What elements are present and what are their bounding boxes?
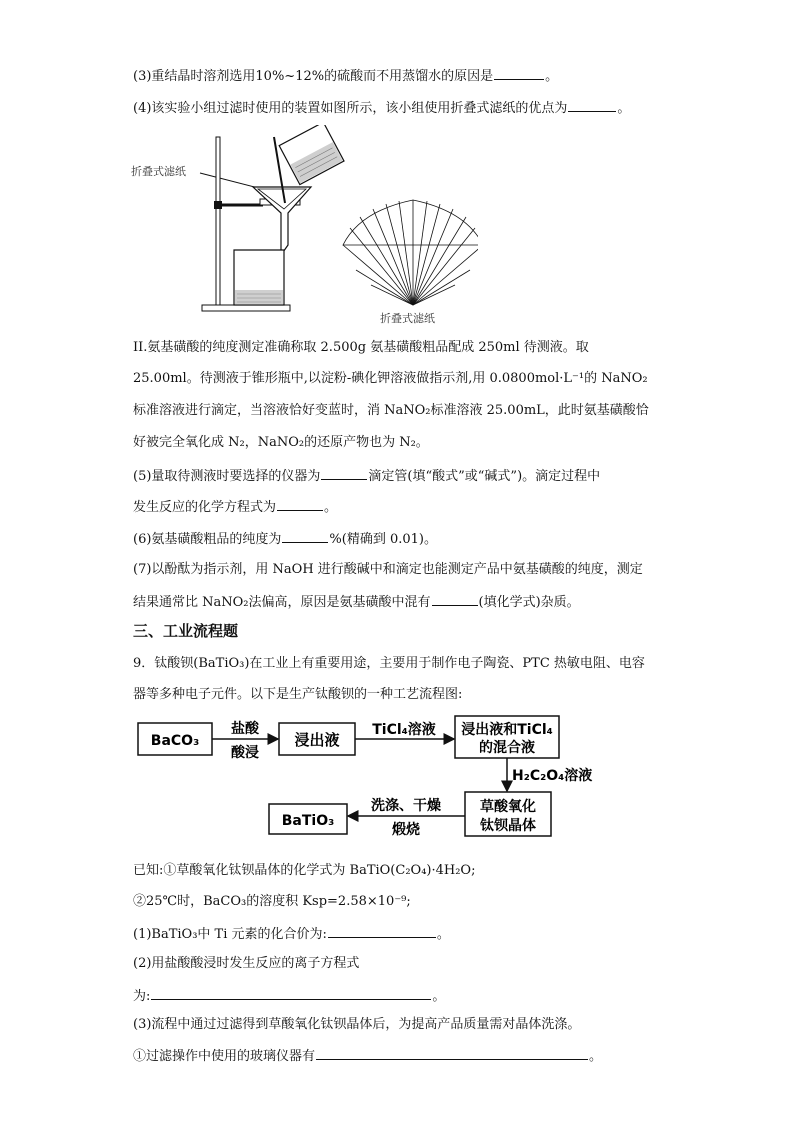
- subquestion-1: (1)BaTiO₃中 Ti 元素的化合价为: 。: [133, 924, 450, 944]
- question-4: (4)该实验小组过滤时使用的装置如图所示，该小组使用折叠式滤纸的优点为 。: [133, 98, 630, 118]
- answer-blank: [494, 66, 544, 80]
- svg-text:TiCl₄溶液: TiCl₄溶液: [372, 722, 436, 738]
- question-9-line-1: 9．钛酸钡(BaTiO₃)在工业上有重要用途，主要用于制作电子陶瓷、PTC 热敏电阻、电容: [133, 656, 645, 671]
- svg-text:H₂C₂O₄溶液: H₂C₂O₄溶液: [512, 768, 593, 784]
- folded-filter-paper-caption: 折叠式滤纸: [380, 312, 435, 325]
- svg-text:酸浸: 酸浸: [231, 745, 259, 761]
- answer-blank: [277, 497, 323, 511]
- svg-text:煅烧: 煅烧: [392, 822, 420, 838]
- subquestion-2-cont: 为: 。: [133, 986, 445, 1006]
- part-ii-line-3: 标准溶液进行滴定，当溶液恰好变蓝时，消 NaNO₂标准溶液 25.00mL，此时氨基磺酸恰: [133, 403, 649, 418]
- stand-rod: [216, 137, 220, 309]
- svg-text:BaTiO₃: BaTiO₃: [281, 813, 335, 829]
- question-7: (7)以酚酞为指示剂，用 NaOH 进行酸碱中和滴定也能测定产品中氨基磺酸的纯度，测定: [133, 562, 643, 577]
- subquestion-2: (2)用盐酸酸浸时发生反应的离子方程式: [133, 956, 360, 971]
- part-ii-line-1: II.氨基磺酸的纯度测定准确称取 2.500g 氨基磺酸粗品配成 250ml 待测液。取: [133, 340, 589, 355]
- subquestion-3: (3)流程中通过过滤得到草酸氧化钛钡晶体后，为提高产品质量需对晶体洗涤。: [133, 1017, 581, 1032]
- question-9-line-2: 器等多种电子元件。以下是生产钛酸钡的一种工艺流程图:: [133, 687, 463, 702]
- answer-blank: [316, 1046, 588, 1060]
- part-ii-line-2: 25.00ml。待测液于锥形瓶中,以淀粉-碘化钾溶液做指示剂,用 0.0800mol·L⁻¹的 NaNO₂: [133, 371, 648, 386]
- folded-filter-paper-label: 折叠式滤纸: [131, 165, 186, 178]
- answer-blank: [328, 924, 436, 938]
- answer-blank: [321, 466, 367, 480]
- known-line-1: 已知:①草酸氧化钛钡晶体的化学式为 BaTiO(C₂O₄)·4H₂O;: [133, 863, 476, 878]
- svg-text:盐酸: 盐酸: [231, 721, 259, 737]
- svg-text:洗涤、干燥: 洗涤、干燥: [371, 798, 441, 814]
- svg-text:浸出液和TiCl₄: 浸出液和TiCl₄: [461, 722, 553, 738]
- known-line-2: ②25℃时，BaCO₃的溶度积 Ksp=2.58×10⁻⁹;: [133, 894, 411, 909]
- pouring-beaker: [279, 125, 344, 185]
- question-6: (6)氨基磺酸粗品的纯度为 %(精确到 0.01)。: [133, 529, 437, 549]
- svg-text:的混合液: 的混合液: [479, 740, 535, 756]
- filtration-apparatus-figure: [128, 125, 478, 330]
- answer-blank: [568, 98, 616, 112]
- question-3: (3)重结晶时溶剂选用10%~12%的硫酸而不用蒸馏水的原因是 。: [133, 66, 558, 86]
- answer-blank: [432, 592, 478, 606]
- folded-filter-paper-drawing: [343, 200, 478, 305]
- question-5-cont: 发生反应的化学方程式为 。: [133, 497, 337, 517]
- subquestion-3-cont: ①过滤操作中使用的玻璃仪器有 。: [133, 1046, 602, 1066]
- question-5: (5)量取待测液时要选择的仪器为 滴定管(填“酸式”或“碱式”)。滴定过程中: [133, 466, 600, 486]
- svg-text:草酸氧化: 草酸氧化: [480, 799, 536, 815]
- part-ii-line-4: 好被完全氧化成 N₂，NaNO₂的还原产物也为 N₂。: [133, 435, 429, 450]
- question-7-cont: 结果通常比 NaNO₂法偏高，原因是氨基磺酸中混有 (填化学式)杂质。: [133, 592, 580, 612]
- svg-text:钛钡晶体: 钛钡晶体: [480, 818, 536, 834]
- section-heading: 三、工业流程题: [133, 622, 239, 640]
- process-flow-diagram: [136, 713, 616, 843]
- stand-base: [202, 305, 290, 311]
- answer-blank: [282, 529, 328, 543]
- question-3-text: (3)重结晶时溶剂选用10%~12%的硫酸而不用蒸馏水的原因是: [133, 69, 494, 84]
- answer-blank: [151, 986, 431, 1000]
- question-4-text: (4)该实验小组过滤时使用的装置如图所示，该小组使用折叠式滤纸的优点为: [133, 101, 568, 116]
- svg-text:BaCO₃: BaCO₃: [150, 733, 200, 749]
- svg-text:浸出液: 浸出液: [294, 731, 340, 749]
